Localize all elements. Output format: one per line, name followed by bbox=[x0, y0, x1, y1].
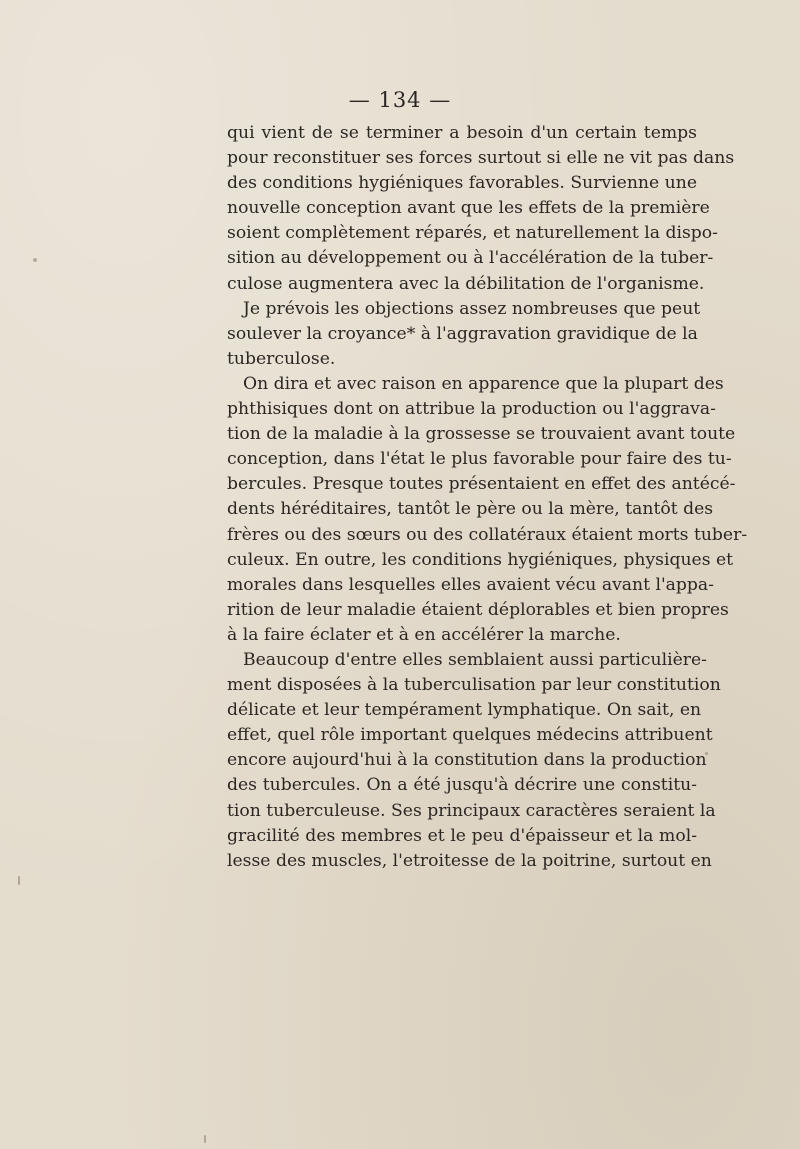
text-line: phthisiques dont on attribue la production ou l'aggrava- bbox=[227, 399, 716, 420]
text-line: des tubercules. On a été jusqu'à décrire une constitu- bbox=[227, 775, 697, 796]
text-line: soient complètement réparés, et naturellement la dispo- bbox=[227, 223, 718, 244]
text-line: délicate et leur tempérament lymphatique. On sait, en bbox=[227, 700, 702, 721]
page-number: — 134 — bbox=[348, 88, 452, 112]
text-line: à la faire éclater et à en accélérer la marche. bbox=[227, 624, 621, 645]
text-line: tion de la maladie à la grossesse se trouvaient avant toute bbox=[227, 424, 736, 445]
text-line: soulever la croyance* à l'aggravation gravidique de la bbox=[227, 323, 698, 344]
text-line: frères ou des sœurs ou des collatéraux étaient morts tuber- bbox=[227, 524, 748, 545]
text-line: sition au développement ou à l'accélération de la tuber- bbox=[227, 248, 714, 269]
paper-speck bbox=[204, 1135, 206, 1143]
text-line: tion tuberculeuse. Ses principaux caractères seraient la bbox=[227, 800, 716, 821]
text-line: lesse des muscles, l'etroitesse de la poitrine, surtout en bbox=[227, 850, 712, 871]
text-line: ment disposées à la tuberculisation par leur constitution bbox=[227, 675, 721, 696]
text-line: dents héréditaires, tantôt le père ou la mère, tantôt des bbox=[227, 499, 714, 520]
paper-speck bbox=[705, 752, 708, 755]
text-line: gracilité des membres et le peu d'épaisseur et la mol- bbox=[227, 825, 697, 846]
text-line: Je prévois les objections assez nombreuses que peut bbox=[243, 298, 701, 319]
text-line: pour reconstituer ses forces surtout si elle ne vit pas dans bbox=[227, 148, 735, 169]
text-line: des conditions hygiéniques favorables. Survienne une bbox=[227, 173, 697, 194]
text-line: conception, dans l'état le plus favorable pour faire des tu- bbox=[227, 449, 732, 470]
text-line: qui vient de se terminer a besoin d'un certain temps bbox=[227, 123, 697, 143]
text-line: bercules. Presque toutes présentaient en effet des antécé- bbox=[227, 474, 736, 495]
text-line: morales dans lesquelles elles avaient vécu avant l'appa- bbox=[227, 574, 714, 595]
text-line: culose augmentera avec la débilitation de l'organisme. bbox=[227, 273, 705, 294]
body-text bbox=[227, 121, 748, 874]
text-line: rition de leur maladie étaient déplorables et bien propres bbox=[227, 599, 729, 620]
text-line: On dira et avec raison en apparence que la plupart des bbox=[243, 373, 724, 394]
paper-speck bbox=[18, 876, 20, 885]
paper-speck bbox=[33, 258, 37, 262]
text-line: nouvelle conception avant que les effets de la première bbox=[227, 198, 710, 219]
text-line: Beaucoup d'entre elles semblaient aussi particulière- bbox=[243, 649, 707, 670]
text-line: encore aujourd'hui à la constitution dans la production bbox=[227, 750, 707, 771]
text-line: effet, quel rôle important quelques médecins attribuent bbox=[227, 725, 713, 746]
text-line: culeux. En outre, les conditions hygiéniques, physiques et bbox=[227, 549, 734, 570]
text-line: tuberculose. bbox=[227, 348, 336, 369]
